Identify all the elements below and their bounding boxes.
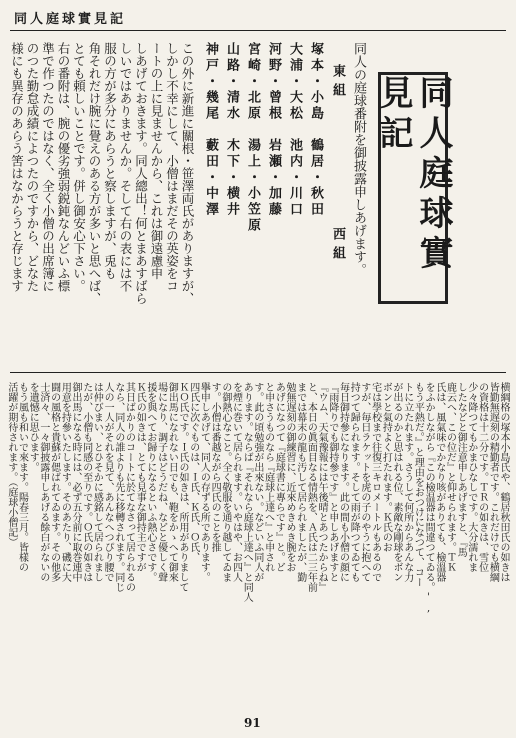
body-line: あげになつて『庭球書に專らです』と。ど: [273, 382, 285, 572]
body-line: とても頼しいことです。併し御安心下さい。: [71, 42, 87, 292]
body-line: しかし不幸にして、小僧はまだその英姿をコ: [164, 42, 180, 292]
body-line: 闘の風格と貴蘇が偲ばれてゐます。その他多: [48, 382, 60, 582]
body-line: すが、毎日ラケットを虎の子のやうに抱へて: [358, 382, 370, 582]
body-line: 持つて歸られます。そして雨が降つてゐても: [348, 382, 360, 582]
article-title: 同人庭球實見記: [373, 75, 453, 275]
body-line: 士済々、一々御披露申しあげる餘白がないの: [37, 382, 49, 582]
body-line: 『ウム、天氣豫報には午後晴とあつたからね』: [316, 382, 328, 592]
body-line: ボンと氣持よく打たれます。Ｋ氏のお: [380, 382, 392, 552]
body-line: 皆勤無遅刻の精勤者です。これだけでも横綱: [487, 382, 499, 582]
body-line: の御熱心なこと。全く敬服を通り越してゐま: [219, 382, 231, 582]
body-line: 宅は學校まで往復三キロメートルもあるので: [369, 382, 381, 582]
body-line: 勉無遅刻の御練習に、近來めきめき腕をお: [284, 382, 295, 572]
body-line: 御出馬になれない日でも、鞄をかゝへて御來: [166, 382, 178, 582]
ranking-row: 河野・曾根 岩瀬・加藤: [266, 42, 281, 218]
ranking-row: 大浦・大松 池内・川口: [287, 42, 302, 218]
ranking-row: 神戸・幾尾 藪田・中澤: [203, 42, 218, 218]
body-line: 様にも異存のあらう筈はなからうと存じます: [9, 42, 25, 292]
header-rule: [10, 30, 506, 31]
article-title-box: [373, 72, 453, 304]
page-number: 91: [244, 716, 261, 730]
body-line: す。此の頃勉強が出來ない。などいふ同人が: [251, 382, 263, 582]
body-line: もう風も和いで來ます。陽春三月。皆樣の: [16, 382, 28, 572]
body-line: しあげておきます。同人總出！何とまあすばら: [133, 42, 149, 305]
body-line: ＫＯ氏です。Ｉ氏の如きは、所用がありまして: [177, 382, 188, 592]
body-line: なら、同人の誰よりも先に移轉されます。同じ: [112, 382, 124, 592]
body-line: 人の一人がそれを見て、あんなへつぴり腰で: [102, 382, 114, 582]
body-line: 鹿云へ、この位だ』と仰せられます。ＴＫ: [444, 382, 456, 572]
body-line: 其日ばかりのコートに於てなさって居られるの: [123, 382, 135, 592]
body-line: までは幕末の龍も汚して居られましたが、勤: [294, 382, 306, 582]
body-line: は仲びまい、とひそかに感銘して居られまし: [91, 382, 103, 582]
body-line: したなどと御注意申しあげますと、『馬: [455, 382, 467, 557]
body-line: たが、小僧も同感の至りです。Ｏ氏の如きは: [80, 382, 92, 582]
body-line: と申さうものなら『庭球上達へ』と申され: [262, 382, 274, 572]
body-line: もう平熱だ。』と理由をおつけになつて、コー: [412, 382, 424, 587]
intro-line: 同人の庭球番附を御披露申しあげます。: [351, 42, 366, 276]
body-line: が出るのかと思はれる位、素敵な剛球をボン: [391, 382, 402, 582]
body-line: 四氏に次ぐものは、Ｉ氏、Ｋ氏、Ｏ氏、: [187, 382, 199, 562]
body-line: 少々降つてもかまひなしです。大分濡れま: [465, 382, 477, 572]
body-line: Ｋ氏の如きは、とても見事な御持主ですが: [134, 382, 146, 572]
section-divider: [10, 372, 506, 373]
body-line: 『雨降りでも御持參です』と申しあげますと: [326, 382, 338, 582]
body-line: ートの上に見ませんから、これは御遠慮申: [149, 42, 164, 280]
body-line: しいではありませんか。そして右の表には不: [118, 42, 133, 292]
upper-body-text: [8, 42, 196, 368]
body-line: この外に新進に關根・笹澤両氏がありますが、: [180, 42, 195, 305]
east-label: 東組: [330, 64, 345, 102]
body-line: をふかしながら『この檢温器は間違つてゐる。',: [423, 382, 435, 614]
body-line: 右の番附は、腕の優劣強弱鋭鈍なんどいふ標: [56, 42, 71, 292]
body-line: 横綱格の塚本小島氏や、鶴居秋田氏の如きは: [498, 382, 509, 582]
body-line: トに立たれます。さうして何所からあんな力: [401, 382, 413, 582]
body-line: を遺憾に思ひます。: [27, 382, 39, 472]
body-line: 活躍が期待されます。（庭球小僧記）: [5, 382, 17, 547]
ranking-row: 塚本・小島 鶴居・秋田: [308, 42, 323, 218]
body-line: と、本日の眞面目なる情熱を、Ａ氏は二三年前: [305, 382, 317, 592]
body-line: 用意を持參いたします。そのあたり、磯に大: [59, 382, 71, 582]
body-line: 場になり、調子はどうだね、などと優しく聲: [155, 382, 167, 582]
west-label: 西組: [330, 227, 345, 265]
body-line: を煙に巻いて居られます。いやはや、お四人: [230, 382, 242, 582]
body-line: 援を與へてお歸りになるといふ熱心さです。: [144, 382, 156, 582]
body-line: 御出馬になる時には、必ず五分前に取巻連中: [70, 382, 81, 582]
body-line: 角それだけ腕に覺えのある方が多いと思へば、: [87, 42, 102, 305]
body-line: 氏は、風氣味でかなり咳がありても、檢溫器: [433, 382, 445, 582]
ranking-row: 山路・清水 木下・横井: [224, 42, 239, 218]
running-header: 同人庭球實見記: [14, 12, 127, 27]
ranking-row: 宮崎・北原 湯上・小笠原: [245, 42, 260, 234]
body-line: あります。ならば『それなら庭球上達へ』と同人: [241, 382, 253, 602]
body-line: の資格は十二分です。ＴＲの如きは、雪位: [476, 382, 488, 572]
body-line: 擧申しあげて、同人の存ずる所であります。: [198, 382, 210, 582]
body-line: 服の方が多分にあらうと察しますが、兎も: [102, 42, 118, 280]
ranking-table: [196, 42, 346, 366]
body-line: のつた勤怠成績によつたのですから、どなた: [25, 42, 40, 292]
body-line: す。小僧は番越ながら四氏のことを推: [209, 382, 221, 552]
body-line: 毎日御持參になります。此の間も小僧の顔に: [337, 382, 349, 582]
lower-body-text: [5, 382, 509, 712]
body-line: 準で作つたのではなく、全く小僧の出席簿に: [40, 42, 56, 292]
